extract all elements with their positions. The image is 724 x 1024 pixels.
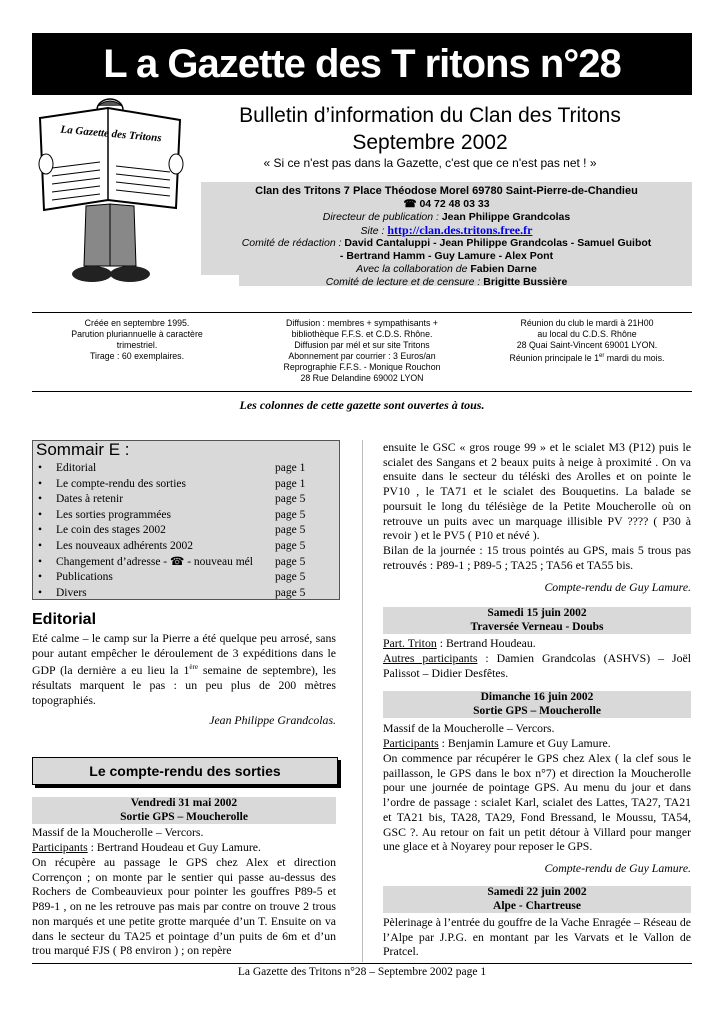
editorial-text: Eté calme – le camp sur la Pierre a été quelque peu arrosé, sans pour autant empêcher le déroulement de 3 expéditions dans le GDP (la dernière a eu lieu la 1ère semaine de septembre), les résultats marquent le pas : un peu plus de 200 mètres topographiés. [32,631,336,707]
bullet-icon: • [38,555,43,568]
toc-item[interactable] [32,509,338,521]
toc-item-label: Les nouveaux adhérents 2002 [56,540,194,552]
publication-director: Directeur de publication : Jean Philippe Grandcolas [322,211,571,223]
bullet-icon: • [38,586,43,599]
toc-item-label: Editorial [56,462,97,474]
logo-text: La Gazette des Tritons [59,123,163,145]
toc-item-page: page 5 [275,493,306,506]
editorial-heading: Editorial [32,611,97,628]
bullet-icon: • [38,493,43,506]
distribution-column: Diffusion : membres + sympathisants + bibliothèque F.F.S. et C.D.S. Rhône. Diffusion par mél et sur site Tritons Abonnement par courrier : 3 Euros/an Reprographie F.F.S. - Monique Rouchon 28 Rue Delandine 69002 LYON [283,318,441,383]
outing-text: On commence par récupérer le GPS chez Alex ( la clef sous le paillasson, le GPS dans le box n°7) et direction la Moucherolle pour une journée de pointage GPS. Au menu du jour et dans l’ordre de passage : scialet Karl, scialet des Lattes, TA27, TA21 et TA21 bis, TA28, TA29, Fond Bressand, le Moussu, TA54, GSC ?. Au retour on fait un petit détour à Villard pour manger une glace et à Noyarey pour reposer le GPS. [383,751,691,854]
toc-item[interactable] [32,493,338,505]
toc-item-page: page 1 [275,462,306,474]
bulletin-subtitle: Bulletin d’information du Clan des Tritons [239,104,621,127]
site-link[interactable]: http://clan.des.tritons.free.fr [387,223,533,237]
toc-item-label: Les sorties programmées [56,508,171,521]
toc-item-label: Dates à retenir [56,493,124,506]
outing-other-participants: Autres participants : Damien Grandcolas (ASHVS) – Joël Palissot – Didier Desfêtes. [383,651,691,680]
open-columns-note: Les colonnes de cette gazette sont ouvertes à tous. [239,398,485,412]
toc-item-page: page 5 [275,586,306,599]
club-site: Site : http://clan.des.tritons.free.fr [360,223,533,237]
bullet-icon: • [38,508,43,521]
outing-header: Vendredi 31 mai 2002 Sortie GPS – Moucherolle [32,797,336,824]
divider [32,963,692,964]
outing-text-continued: ensuite le GSC « gros rouge 99 » et le scialet M3 (P12) puis le scialet des Sangans et 2 beaux puits à neige à proximité . On va ensuite dans le secteur du téléski des Arolles et on pointe le PV10 , le TA71 et le scialet des Bouquetins. La balade se poursuit le long du télésiège de la Petite Moucherolle où on retrouve un puits avec un marquage illisible PV ???? ( P30 à revoir ) et le PV5 ( P10 et névé ). [383,440,691,543]
editorial-committee: Comité de rédaction : David Cantaluppi - Jean Philippe Grandcolas - Samuel Guibot [241,237,652,249]
bullet-icon: • [38,477,43,490]
editorial-signature: Jean Philippe Grandcolas. [209,713,336,727]
outing-text: On récupère au passage le GPS chez Alex et direction Corrençon ; on monte par le sentier qui passe au-dessus des Rochers de Combeauvieux pour pointer les gouffres P89-5 et P89-1 , on ne les retrouve pas mais par contre on trouve 2 trous non marqués et une petite grotte marquée d’un T. Ensuite on va dans le secteur du TA25 et pointage d’un puits de 6m et d’un trou marqué FJS ( P8 environ ) ; on repère [32,855,336,958]
gazette-title: L a Gazette des T ritons n°28 [32,33,692,95]
toc-item-label: Divers [56,586,87,599]
toc-item[interactable] [32,478,338,490]
outing-header: Samedi 15 juin 2002 Traversée Verneau - Doubs [383,607,691,634]
outing-header: Samedi 22 juin 2002 Alpe - Chartreuse [383,886,691,913]
bullet-icon: • [38,462,43,474]
collaboration: Avec la collaboration de Fabien Darne [356,263,537,275]
bullet-icon: • [38,540,43,552]
outing-signature: Compte-rendu de Guy Lamure. [544,580,691,594]
toc-item[interactable] [32,524,338,536]
toc-item-label: Le coin des stages 2002 [56,524,166,537]
toc-item-label: Changement d’adresse - ☎ - nouveau mél [56,555,253,568]
outing-signature: Compte-rendu de Guy Lamure. [544,861,691,875]
bullet-icon: • [38,524,43,537]
divider [32,391,692,392]
toc-item-label: Publications [56,571,113,584]
toc-item[interactable] [32,571,338,583]
censorship-committee: Comité de lecture et de censure : Brigitte Bussière [325,276,568,288]
toc-item-page: page 5 [275,571,306,584]
toc-item-label: Le compte-rendu des sorties [56,477,186,490]
toc-item[interactable] [32,540,338,552]
outing-place: Massif de la Moucherolle – Vercors. [32,825,204,839]
club-address: Clan des Tritons 7 Place Théodose Morel 69780 Saint-Pierre-de-Chandieu [255,185,638,197]
toc-item[interactable] [32,587,338,599]
outing-summary: Bilan de la journée : 15 trous pointés au GPS, mais 5 trous pas retrouvés : P89-1 ; P89-5 ; TA25 ; TA56 et TA55 bis. [383,543,691,572]
toc-item[interactable] [32,462,338,474]
outing-participants: Participants : Benjamin Lamure et Guy Lamure. [383,736,611,750]
toc-item-page: page 1 [275,477,306,490]
newspaper-reader-logo [30,96,185,286]
toc-item-page: page 5 [275,540,306,552]
toc-item-page: page 5 [275,524,306,537]
motto: « Si ce n'est pas dans la Gazette, c'est que ce n'est pas net ! » [263,156,597,170]
outing-place: Massif de la Moucherolle – Vercors. [383,721,555,735]
meeting-column: Réunion du club le mardi à 21H00 au local du C.D.S. Rhône 28 Quai Saint-Vincent 69001 LYON. Réunion principale le 1er mardi du mois. [509,318,665,363]
toc-item[interactable] [32,556,338,568]
outing-participants: Participants : Bertrand Houdeau et Guy Lamure. [32,840,261,854]
bullet-icon: • [38,571,43,584]
toc-title: Sommair E : [36,440,130,459]
section-heading-trips: Le compte-rendu des sorties [32,757,338,785]
outing-text: Pèlerinage à l’entrée du gouffre de la Vache Enragée – Réseau de l’Alpe par J.P.G. en montant par les Varvats et le Vallon de Pratcel. [383,915,691,959]
divider [32,312,692,313]
toc-item-page: page 5 [275,555,306,568]
page-footer: La Gazette des Tritons n°28 – Septembre 2002 page 1 [237,966,487,978]
editorial-committee-continued: - Bertrand Hamm - Guy Lamure - Alex Pont [339,250,554,262]
outing-header: Dimanche 16 juin 2002 Sortie GPS – Moucherolle [383,691,691,718]
column-divider [362,440,363,962]
outing-participants: Part. Triton : Bertrand Houdeau. [383,636,536,650]
club-facts-column: Créée en septembre 1995. Parution pluriannuelle à caractère trimestriel. Tirage : 60 exemplaires. [71,318,203,361]
toc-item-page: page 5 [275,508,306,521]
club-phone: ☎ 04 72 48 03 33 [403,198,490,210]
issue-date: Septembre 2002 [352,131,508,154]
